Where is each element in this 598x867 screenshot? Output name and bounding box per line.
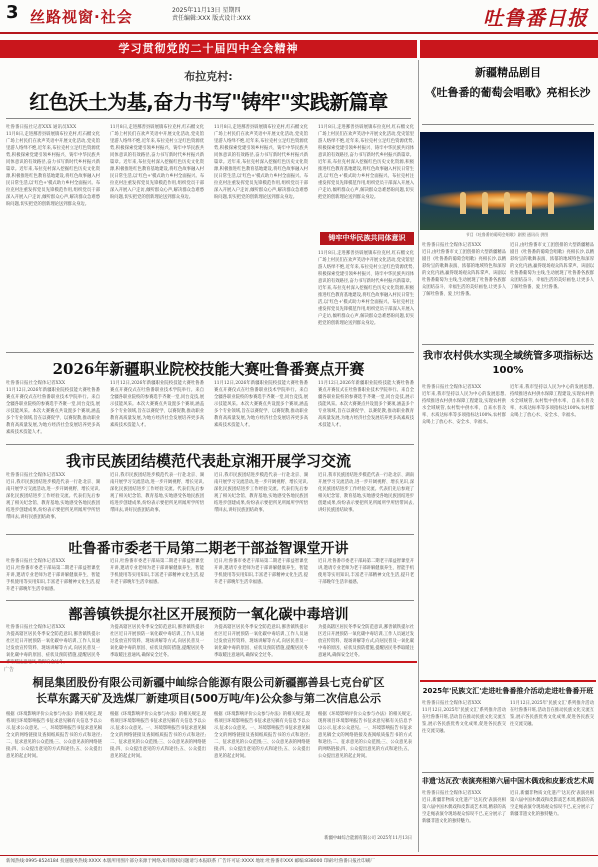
story2-body-4: 11月12日,2026年新疆职业院校技能大赛吐鲁番赛点开赛仪式在吐鲁番职业技术学院举行。来自全疆各职业院校的参赛选手齐聚一堂,同台竞技,展示技能风采。本次大赛赛点共设置多个赛项,涵盖多个专业领域,旨在以赛促学、以赛促教,推动职业教育高质量发展,为地方经济社会发展培养更多高素质技术技能人才。: [318, 381, 414, 428]
editor-line: 责任编辑:XXX 版式设计:XXX: [172, 15, 251, 22]
story5-body: 为提高辖区居民冬季安全防范意识,鄯善镇铁提尔社区近日开展预防一氧化碳中毒培训,工作人员通过发放宣传资料、现场讲解等方式,向居民普及一氧化碳中毒的原因、症状及预防措施,提醒居民冬季取暖注意通风,确保安全过冬。: [6, 632, 100, 665]
story4-headline: 吐鲁番市委老干局第二期老干部益智课堂开讲: [68, 541, 349, 557]
masthead-logo: 吐鲁番日报: [483, 6, 588, 30]
story2-body-2: 11月12日,2026年新疆职业院校技能大赛吐鲁番赛点开赛仪式在吐鲁番职业技术学院举行。来自全疆各职业院校的参赛选手齐聚一堂,同台竞技,展示技能风采。本次大赛赛点共设置多个赛项,涵盖多个专业领域,旨在以赛促学、以赛促教,推动职业教育高质量发展,为地方经济社会发展培养更多高素质技术技能人才。: [110, 381, 204, 428]
story3-col-3: [214, 472, 308, 532]
story5-byline: 吐鲁番日报社全媒体记者XXX: [6, 625, 66, 630]
right-story3-body: 11月12日,2025年'民族文汇'系列推介活动在吐鲁番开班,活动旨在推动民族文化交流互鉴,展示各民族优秀文化成果,促进各民族交往交流交融。: [422, 708, 506, 734]
ad-col-3: [214, 711, 310, 841]
story2-body-3: 11月12日,2026年新疆职业院校技能大赛吐鲁番赛点开赛仪式在吐鲁番职业技术学院举行。来自全疆各职业院校的参赛选手齐聚一堂,同台竞技,展示技能风采。本次大赛赛点共设置多个赛项,涵盖多个专业领域,旨在以赛促学、以赛促教,推动职业教育高质量发展,为地方经济社会发展培养更多高素质技术技能人才。: [214, 381, 308, 428]
story4-body-4: 近日,吐鲁番市委老干部局第二期老干部益智课堂开讲,邀请专业老师为老干部讲解健康养生、智能手机使用等实用知识,丰富老干部精神文化生活,提升老干部晚年生活幸福感。: [318, 559, 414, 585]
right-story4-body-2: 近日,新疆非物质文化遗产'达瓦孜'表演亮相第六届中国木偶戏和皮影戏艺术周,精彩的高空走绳表演令现场观众惊叹不已,充分展示了新疆非遗文化的独特魅力。: [510, 791, 594, 817]
right-story4-byline: 吐鲁番日报社全媒体记者XXX: [422, 791, 482, 796]
right-story3-col-2: [510, 700, 594, 770]
right-story3-col-1: [422, 700, 506, 770]
divider: [422, 772, 594, 773]
ad-footer: 新疆中屾综合能源有限公司 2025年11月13日: [324, 836, 412, 841]
lead-kicker: 布拉克村:: [184, 70, 233, 83]
ad-body-2: 根据《环境影响评价公众参与办法》的相关规定,现将项目环境影响报告书征求意见稿有关信息予以公示,征求公众意见。一、环境影响报告书征求意见稿全文的网络链接及查阅纸质报告书的方式和途径;二、征求意见的公众范围;三、公众意见表的网络链接;四、公众提出意见的方式和途径;五、公众提出意见的起止时间。: [110, 712, 206, 759]
theme-banner-right: [420, 40, 598, 58]
story4-col-2: [110, 558, 204, 598]
story3-col-4: [318, 472, 414, 532]
performer: [504, 192, 510, 214]
lead-slogan: 铸牢中华民族共同体意识: [320, 232, 414, 245]
ad-body-1: 根据《环境影响评价公众参与办法》的相关规定,现将项目环境影响报告书征求意见稿有关信息予以公示,征求公众意见。一、环境影响报告书征求意见稿全文的网络链接及查阅纸质报告书的方式和途径;二、征求意见的公众范围;三、公众意见表的网络链接;四、公众提出意见的方式和途径;五、公众提出意见的起止时间。: [6, 712, 102, 759]
ad-title-1: 桐昆集团股份有限公司新疆中屾综合能源有限公司新疆鄯善县七克台矿区: [32, 676, 385, 689]
story2-headline: 2026年新疆职业院校技能大赛吐鲁番赛点开赛: [52, 360, 365, 378]
right-story4-headline: 非遗'达瓦孜'表演亮相第六届中国木偶戏和皮影戏艺术周: [421, 777, 595, 785]
performer: [482, 192, 488, 214]
ad-body-4: 根据《环境影响评价公众参与办法》的相关规定,现将项目环境影响报告书征求意见稿有关信息予以公示,征求公众意见。一、环境影响报告书征求意见稿全文的网络链接及查阅纸质报告书的方式和途径;二、征求意见的公众范围;三、公众意见表的网络链接;四、公众提出意见的方式和途径;五、公众提出意见的起止时间。: [318, 712, 412, 759]
lead-body-2: 11月8日,走进鄯善县辟展镇布拉克村,红石榴文化广场上村民们在欢声笑语中开展文化活动,党史馆里游人络绎不绝,近年来,布拉克村立足红色资源优势,积极探索党建引领乡村振兴、铸牢中华民族共同体意识的有效路径,奋力书写新时代乡村振兴新篇章。近年来,布拉克村深入挖掘红色历史文化资源,积极推进红色教育基地建设,将红色故事融入村民日常生活,以'红色+'模式助力乡村全面振兴。布拉克村注重发挥党员先锋模范作用,组织党员干部深入开展入户走访,倾听群众心声,解决群众急难愁盼问题,切实把党的创新理论送到群众身边。: [110, 125, 204, 200]
lead-col-5: [318, 250, 414, 350]
performer: [460, 192, 466, 214]
story5-col-4: [318, 624, 414, 658]
story5-col-1: [6, 624, 100, 665]
story4-col-4: [318, 558, 414, 598]
lead-col-3: [214, 124, 308, 349]
lead-body-4: 11月8日,走进鄯善县辟展镇布拉克村,红石榴文化广场上村民们在欢声笑语中开展文化活动,党史馆里游人络绎不绝,近年来,布拉克村立足红色资源优势,积极探索党建引领乡村振兴、铸牢中华民族共同体意识的有效路径,奋力书写新时代乡村振兴新篇章。近年来,布拉克村深入挖掘红色历史文化资源,积极推进红色教育基地建设,将红色故事融入村民日常生活,以'红色+'模式助力乡村全面振兴。布拉克村注重发挥党员先锋模范作用,组织党员干部深入开展入户走访,倾听群众心声,解决群众急难愁盼问题,切实把党的创新理论送到群众身边。: [318, 125, 414, 200]
story3-col-2: [110, 472, 204, 532]
story3-body-4: 近日,我市民族团结进步模范代表一行赴北京、湖南开展学习交流活动,进一步开阔视野、增长见识,深化民族团结进步工作经验交流。代表们先后参观了相关纪念馆、教育基地,实地感受各地民族团结进步创建成果,纷纷表示要把所见所闻所学所悟带回去,讲好民族团结故事。: [318, 473, 414, 513]
right-headline: 《吐鲁番的葡萄会唱歌》亮相长沙: [425, 86, 591, 99]
story5-body-3: 为提高辖区居民冬季安全防范意识,鄯善镇铁提尔社区近日开展预防一氧化碳中毒培训,工作人员通过发放宣传资料、现场讲解等方式,向居民普及一氧化碳中毒的原因、症状及预防措施,提醒居民冬季取暖注意通风,确保安全过冬。: [214, 625, 308, 658]
right-col-1: [422, 242, 506, 340]
lead-body-3: 11月8日,走进鄯善县辟展镇布拉克村,红石榴文化广场上村民们在欢声笑语中开展文化活动,党史馆里游人络绎不绝,近年来,布拉克村立足红色资源优势,积极探索党建引领乡村振兴、铸牢中华民族共同体意识的有效路径,奋力书写新时代乡村振兴新篇章。近年来,布拉克村深入挖掘红色历史文化资源,积极推进红色教育基地建设,将红色故事融入村民日常生活,以'红色+'模式助力乡村全面振兴。布拉克村注重发挥党员先锋模范作用,组织党员干部深入开展入户走访,倾听群众心声,解决群众急难愁盼问题,切实把党的创新理论送到群众身边。: [214, 125, 308, 200]
right-story4-body: 近日,新疆非物质文化遗产'达瓦孜'表演亮相第六届中国木偶戏和皮影戏艺术周,精彩的高空走绳表演令现场观众惊叹不已,充分展示了新疆非遗文化的独特魅力。: [422, 798, 506, 824]
ad-body-3: 根据《环境影响评价公众参与办法》的相关规定,现将项目环境影响报告书征求意见稿有关信息予以公示,征求公众意见。一、环境影响报告书征求意见稿全文的网络链接及查阅纸质报告书的方式和途径;二、征求意见的公众范围;三、公众意见表的网络链接;四、公众提出意见的方式和途径;五、公众提出意见的起止时间。: [214, 712, 310, 759]
divider: [422, 344, 594, 345]
right-kicker: 新疆精品剧目: [475, 66, 541, 79]
story3-body-2: 近日,我市民族团结进步模范代表一行赴北京、湖南开展学习交流活动,进一步开阔视野、增长见识,深化民族团结进步工作经验交流。代表们先后参观了相关纪念馆、教育基地,实地感受各地民族团结进步创建成果,纷纷表示要把所见所闻所学所悟带回去,讲好民族团结故事。: [110, 473, 204, 513]
right-body: 近日,由吐鲁番市文工团创排的大型新疆精品剧目《吐鲁番的葡萄会唱歌》亮相长沙,以精彩纷呈的歌舞表演、浓郁的地域特色和深厚的文化内涵,赢得现场观众阵阵掌声。该剧以吐鲁番葡萄为主线,生动展现了吐鲁番各族群众团结奋斗、幸福生活的美好画卷,让更多人了解吐鲁番、爱上吐鲁番。: [422, 250, 506, 297]
story5-body-4: 为提高辖区居民冬季安全防范意识,鄯善镇铁提尔社区近日开展预防一氧化碳中毒培训,工作人员通过发放宣传资料、现场讲解等方式,向居民普及一氧化碳中毒的原因、症状及预防措施,提醒居民冬季取暖注意通风,确保安全过冬。: [318, 625, 414, 658]
divider: [6, 600, 414, 601]
story4-body: 近日,吐鲁番市委老干部局第二期老干部益智课堂开讲,邀请专业老师为老干部讲解健康养生、智能手机使用等实用知识,丰富老干部精神文化生活,提升老干部晚年生活幸福感。: [6, 566, 100, 592]
right-story2-body-2: 近年来,我市坚持以人民为中心的发展思想,持续推进农村供水保障工程建设,实现农村供水全域统管,农村集中供水率、自来水普及率、水质达标率等多项指标达100%,农村群众喝上了放心水、安全水、幸福水。: [510, 385, 594, 418]
right-story2-col-2: [510, 384, 594, 676]
public-notice-ad: [0, 661, 417, 853]
right-story4-col-2: [510, 790, 594, 852]
right-story2-body: 近年来,我市坚持以人民为中心的发展思想,持续推进农村供水保障工程建设,实现农村供水全域统管,农村集中供水率、自来水普及率、水质达标率等多项指标达100%,农村群众喝上了放心水、安全水、幸福水。: [422, 392, 506, 425]
ad-tag: 广告: [4, 667, 15, 673]
divider: [6, 534, 414, 535]
story4-col-3: [214, 558, 308, 598]
story3-body: 近日,我市民族团结进步模范代表一行赴北京、湖南开展学习交流活动,进一步开阔视野、增长见识,深化民族团结进步工作经验交流。代表们先后参观了相关纪念馆、教育基地,实地感受各地民族团结进步创建成果,纷纷表示要把所见所闻所学所悟带回去,讲好民族团结故事。: [6, 480, 100, 520]
lead-body-1: 11月8日,走进鄯善县辟展镇布拉克村,红石榴文化广场上村民们在欢声笑语中开展文化活动,党史馆里游人络绎不绝,近年来,布拉克村立足红色资源优势,积极探索党建引领乡村振兴、铸牢中华民族共同体意识的有效路径,奋力书写新时代乡村振兴新篇章。近年来,布拉克村深入挖掘红色历史文化资源,积极推进红色教育基地建设,将红色故事融入村民日常生活,以'红色+'模式助力乡村全面振兴。布拉克村注重发挥党员先锋模范作用,组织党员干部深入开展入户走访,倾听群众心声,解决群众急难愁盼问题,切实把党的创新理论送到群众身边。: [6, 132, 100, 207]
divider: [6, 118, 411, 119]
right-story2-headline: 我市农村供水实现全域统管多项指标达100%: [423, 351, 593, 376]
column-divider: [418, 60, 419, 852]
story4-body-2: 近日,吐鲁番市委老干部局第二期老干部益智课堂开讲,邀请专业老师为老干部讲解健康养生、智能手机使用等实用知识,丰富老干部精神文化生活,提升老干部晚年生活幸福感。: [110, 559, 204, 585]
story5-col-2: [110, 624, 204, 658]
right-story4-col-1: [422, 790, 506, 852]
story5-body-2: 为提高辖区居民冬季安全防范意识,鄯善镇铁提尔社区近日开展预防一氧化碳中毒培训,工作人员通过发放宣传资料、现场讲解等方式,向居民普及一氧化碳中毒的原因、症状及预防措施,提醒居民冬季取暖注意通风,确保安全过冬。: [110, 625, 204, 658]
lead-body-5: 11月8日,走进鄯善县辟展镇布拉克村,红石榴文化广场上村民们在欢声笑语中开展文化活动,党史馆里游人络绎不绝,近年来,布拉克村立足红色资源优势,积极探索党建引领乡村振兴、铸牢中华民族共同体意识的有效路径,奋力书写新时代乡村振兴新篇章。近年来,布拉克村深入挖掘红色历史文化资源,积极推进红色教育基地建设,将红色故事融入村民日常生活,以'红色+'模式助力乡村全面振兴。布拉克村注重发挥党员先锋模范作用,组织党员干部深入开展入户走访,倾听群众心声,解决群众急难愁盼问题,切实把党的创新理论送到群众身边。: [318, 251, 414, 326]
story2-col-4: [318, 380, 414, 440]
performer: [548, 192, 554, 214]
story4-body-3: 近日,吐鲁番市委老干部局第二期老干部益智课堂开讲,邀请专业老师为老干部讲解健康养生、智能手机使用等实用知识,丰富老干部精神文化生活,提升老干部晚年生活幸福感。: [214, 559, 308, 585]
story3-col-1: [6, 472, 100, 532]
date-line: 2025年11月13日 星期四: [172, 7, 241, 14]
divider: [422, 124, 594, 125]
story3-headline: 我市民族团结模范代表赴京湘开展学习交流: [65, 452, 351, 470]
story4-byline: 吐鲁番日报社全媒体记者XXX: [6, 559, 66, 564]
ad-col-2: [110, 711, 206, 841]
page-header: [0, 0, 598, 34]
red-rule: [420, 680, 596, 682]
lead-headline: 红色沃土为基,奋力书写"铸牢"实践新篇章: [29, 90, 388, 114]
page-footer: 新闻热线:0995-8524184 投递服务热线:XXXX 本版所用图片部分来源于网络,如有版权问题请与本报联系 广告许可证:XXXX 地址:吐鲁番市XXX 邮编:838000 印刷:吐鲁番日报社印刷厂: [0, 855, 598, 867]
story2-byline: 吐鲁番日报社全媒体记者XXX: [6, 381, 66, 386]
story5-headline: 鄯善镇铁提尔社区开展预防一氧化碳中毒培训: [68, 607, 349, 623]
performer: [526, 192, 532, 214]
story5-col-3: [214, 624, 308, 658]
story3-body-3: 近日,我市民族团结进步模范代表一行赴北京、湖南开展学习交流活动,进一步开阔视野、增长见识,深化民族团结进步工作经验交流。代表们先后参观了相关纪念馆、教育基地,实地感受各地民族团结进步创建成果,纷纷表示要把所见所闻所学所悟带回去,讲好民族团结故事。: [214, 473, 308, 513]
theme-banner: 学习贯彻党的二十届四中全会精神: [0, 40, 417, 58]
story2-body: 11月12日,2026年新疆职业院校技能大赛吐鲁番赛点开赛仪式在吐鲁番职业技术学院举行。来自全疆各职业院校的参赛选手齐聚一堂,同台竞技,展示技能风采。本次大赛赛点共设置多个赛项,涵盖多个专业领域,旨在以赛促学、以赛促教,推动职业教育高质量发展,为地方经济社会发展培养更多高素质技术技能人才。: [6, 388, 100, 435]
story2-col-3: [214, 380, 308, 440]
page-number: 3: [6, 2, 19, 23]
right-story3-headline: 2025年'民族文汇'走进吐鲁番推介活动走进吐鲁番开班: [422, 687, 594, 695]
ad-title-2: 长草东露天矿及选煤厂新建项目(500万吨/年)公众参与第二次信息公示: [35, 692, 382, 705]
right-col-2: [510, 242, 594, 340]
stage-photo: [420, 132, 594, 230]
right-story2-col-1: [422, 384, 506, 676]
right-story3-body-2: 11月12日,2025年'民族文汇'系列推介活动在吐鲁番开班,活动旨在推动民族文化交流互鉴,展示各民族优秀文化成果,促进各民族交往交流交融。: [510, 701, 594, 727]
story3-byline: 吐鲁番日报社全媒体记者XXX: [6, 473, 66, 478]
photo-caption: 节目《吐鲁番的葡萄会唱歌》剧照 通讯员 供图: [465, 232, 549, 237]
right-story2-byline: 吐鲁番日报社全媒体记者XXX: [422, 385, 482, 390]
lead-col-4: [318, 124, 414, 228]
story2-col-1: [6, 380, 100, 440]
divider: [6, 352, 414, 353]
lead-col-1: [6, 124, 100, 349]
lead-byline: 吐鲁番日报社记者XXX 通讯员XXX: [6, 125, 77, 130]
story2-col-2: [110, 380, 204, 440]
section-title: 丝路视窗·社会: [30, 8, 133, 26]
right-story3-byline: 吐鲁番日报社全媒体记者XXX: [422, 701, 482, 706]
divider: [6, 444, 414, 445]
lead-col-2: [110, 124, 204, 349]
ad-col-1: [6, 711, 102, 841]
right-body-2: 近日,由吐鲁番市文工团创排的大型新疆精品剧目《吐鲁番的葡萄会唱歌》亮相长沙,以精彩纷呈的歌舞表演、浓郁的地域特色和深厚的文化内涵,赢得现场观众阵阵掌声。该剧以吐鲁番葡萄为主线,生动展现了吐鲁番各族群众团结奋斗、幸福生活的美好画卷,让更多人了解吐鲁番、爱上吐鲁番。: [510, 243, 594, 290]
ad-col-4: [318, 711, 412, 831]
right-byline: 吐鲁番日报社全媒体记者XXX: [422, 243, 482, 248]
story4-col-1: [6, 558, 100, 598]
